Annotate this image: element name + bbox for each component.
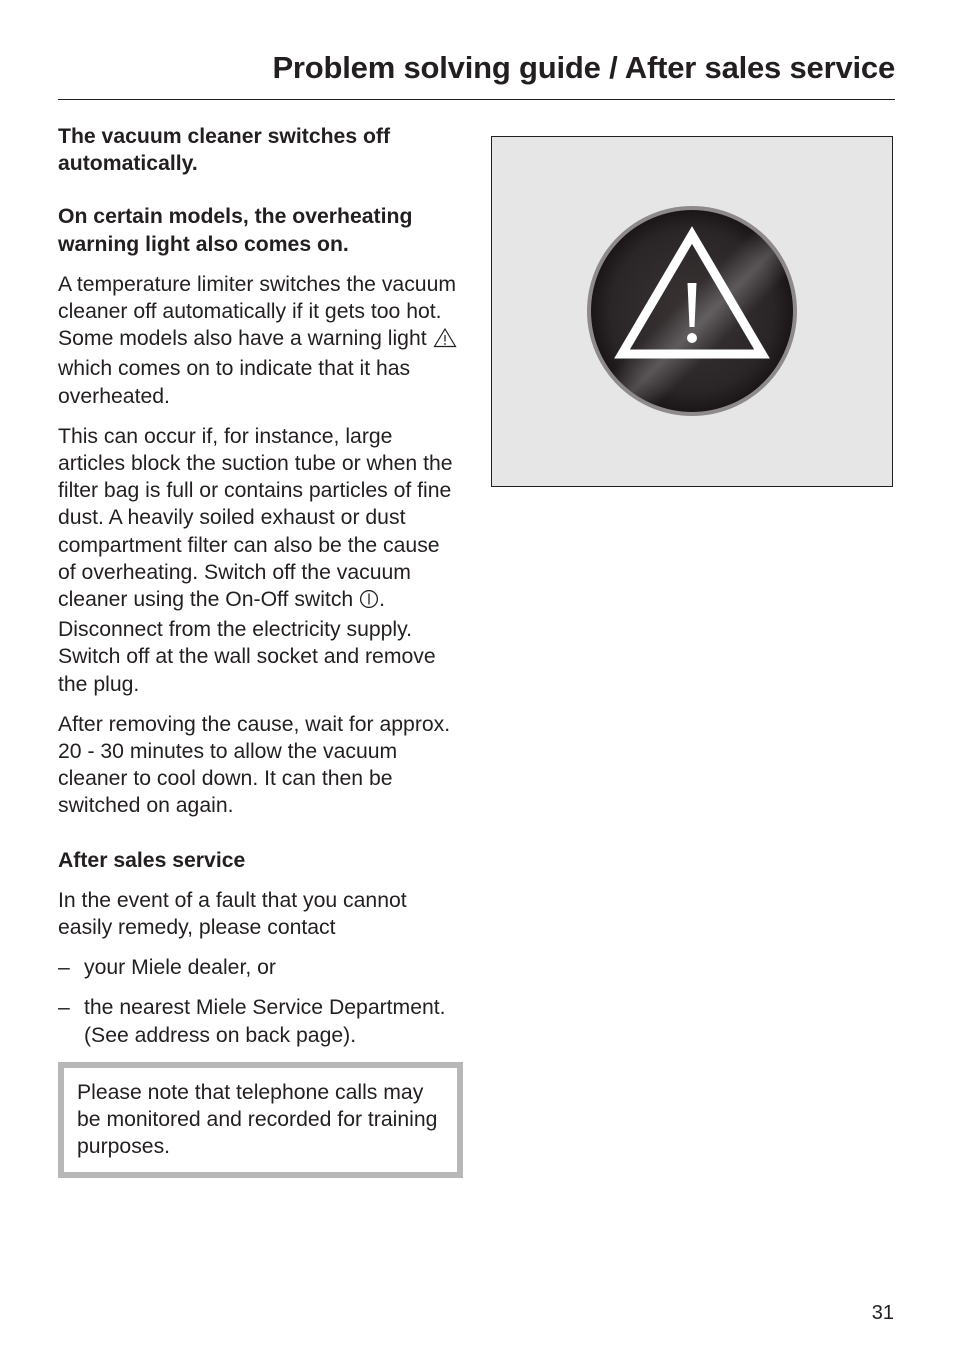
paragraph-temperature-limiter-part-1: A temperature limiter switches the vacuum cleaner off automatically if it gets too hot. Some models also have a warning light bbox=[58, 272, 457, 351]
list-dash: – bbox=[58, 956, 70, 980]
heading-after-sales-service: After sales service bbox=[58, 848, 246, 872]
heading-warning-light: On certain models, the overheating warning light also comes on. bbox=[58, 205, 413, 256]
warning-light-figure bbox=[491, 136, 893, 487]
page-title: Problem solving guide / After sales service bbox=[272, 50, 895, 85]
list-item-text: the nearest Miele Service Department. (See address on back page). bbox=[84, 996, 446, 1047]
warning-triangle-icon bbox=[433, 327, 457, 355]
list-item bbox=[58, 994, 463, 1048]
paragraph-causes-part-2: . Disconnect from the electricity supply. Switch off at the wall socket and remove the plug. bbox=[58, 588, 436, 696]
paragraph-causes-part-1: This can occur if, for instance, large articles block the suction tube or when the filter bag is full or contains particles of fine dust. A heavily soiled exhaust or dust compartment filter can also be the cause of overheating. Switch off the vacuum cleaner using the On-Off switch bbox=[58, 424, 453, 612]
note-text: Please note that telephone calls may be monitored and recorded for training purposes. bbox=[77, 1080, 438, 1159]
note-box bbox=[58, 1062, 463, 1178]
paragraph-contact-intro: In the event of a fault that you cannot easily remedy, please contact bbox=[58, 888, 407, 940]
list-item-text: your Miele dealer, or bbox=[84, 956, 276, 980]
paragraph-temperature-limiter bbox=[58, 271, 463, 410]
text-column bbox=[58, 123, 463, 1178]
title-divider bbox=[58, 99, 895, 100]
overheating-warning-light-icon bbox=[586, 205, 798, 417]
paragraph-causes bbox=[58, 423, 463, 698]
heading-switches-off: The vacuum cleaner switches off automatically. bbox=[58, 125, 391, 176]
paragraph-cool-down: After removing the cause, wait for approx. 20 - 30 minutes to allow the vacuum cleaner to cool down. It can then be switched on again. bbox=[58, 712, 451, 818]
page-number: 31 bbox=[871, 1302, 894, 1324]
list-item bbox=[58, 954, 463, 981]
power-switch-icon bbox=[359, 589, 379, 616]
paragraph-temperature-limiter-part-2: which comes on to indicate that it has overheated. bbox=[58, 357, 411, 408]
list-dash: – bbox=[58, 996, 70, 1020]
